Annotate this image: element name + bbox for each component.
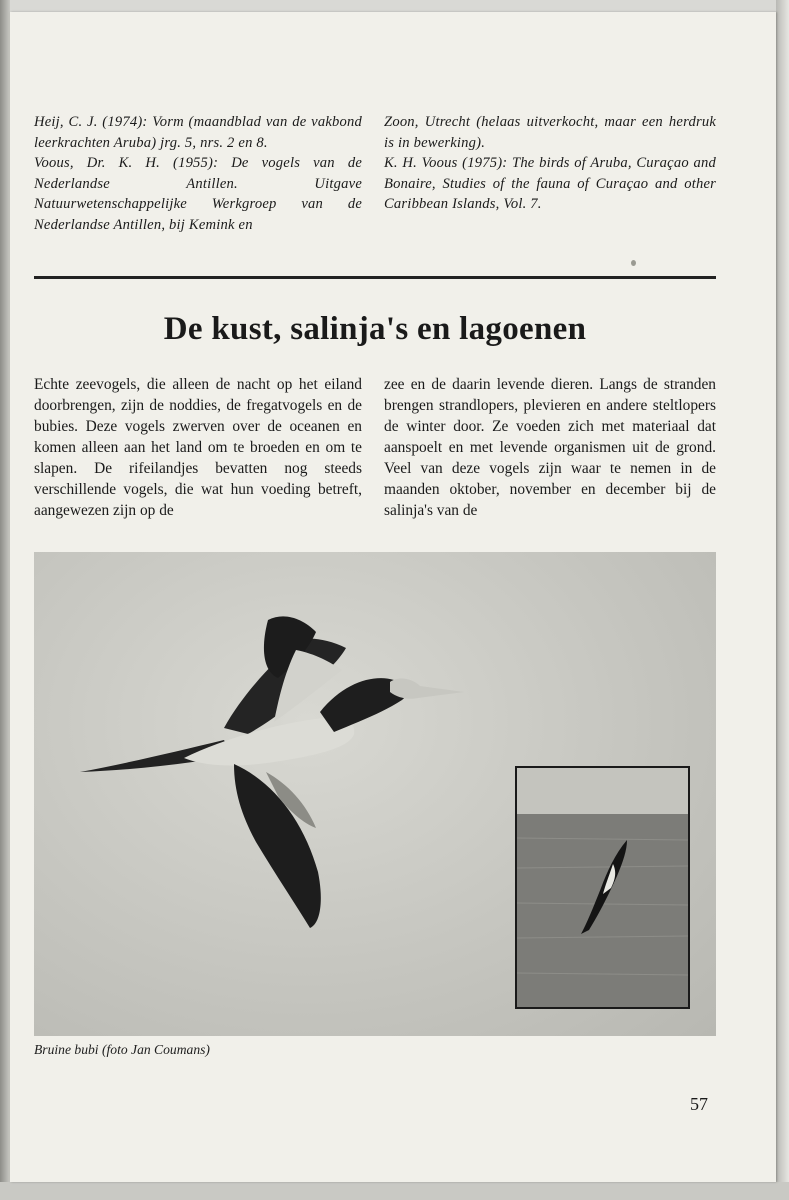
section-divider: [34, 276, 716, 279]
references-right-column: Zoon, Utrecht (helaas uitverkocht, maar een herdruk is in bewerking). K. H. Voous (1975): The birds of Aruba, Curaçao and Bonaire, Studies of the fauna of Curaçao and other Caribbean Islands, Vol. 7.: [384, 114, 716, 212]
diving-booby-illustration: [517, 768, 688, 1007]
article-right-column: zee en de daarin levende dieren. Langs de stranden brengen strandlopers, plevieren en andere steltlopers de winter door. Ze voeden zich met materiaal dat aanspoelt en met levende organismen uit de grond. Veel van deze vogels zijn waar te nemen in de maanden oktober, november en december bij de salinja's van de: [384, 376, 716, 519]
paper-speck: [631, 260, 636, 266]
book-spine-shadow: [0, 0, 10, 1200]
photo-caption: Bruine bubi (foto Jan Coumans): [34, 1042, 210, 1057]
article-left-column: Echte zeevogels, die alleen de nacht op het eiland doorbrengen, zijn de noddies, de fregatvogels en de bubies. Deze vogels zwerven over de oceanen en komen alleen aan het land om te broeden en om te slapen. De rifeilandjes bevatten nog steeds verschillende vogels, die wat hun voeding betreft, aangewezen zijn op de: [34, 376, 362, 519]
article-title: De kust, salinja's en lagoenen: [163, 311, 587, 347]
page-edge-bottom: [0, 1182, 789, 1200]
page-number: 57: [690, 1094, 708, 1114]
page-edge-right: [776, 0, 789, 1200]
inset-diving-photo: [515, 766, 690, 1009]
references-left-column: Heij, C. J. (1974): Vorm (maandblad van de vakbond leerkrachten Aruba) jrg. 5, nrs. 2 en 8. Voous, Dr. K. H. (1955): De vogels van de Nederlandse Antillen. Uitgave Natuurwetenschappelijke Werkgroep van de Nederlandse Antillen, bij Kemink en: [34, 114, 362, 233]
